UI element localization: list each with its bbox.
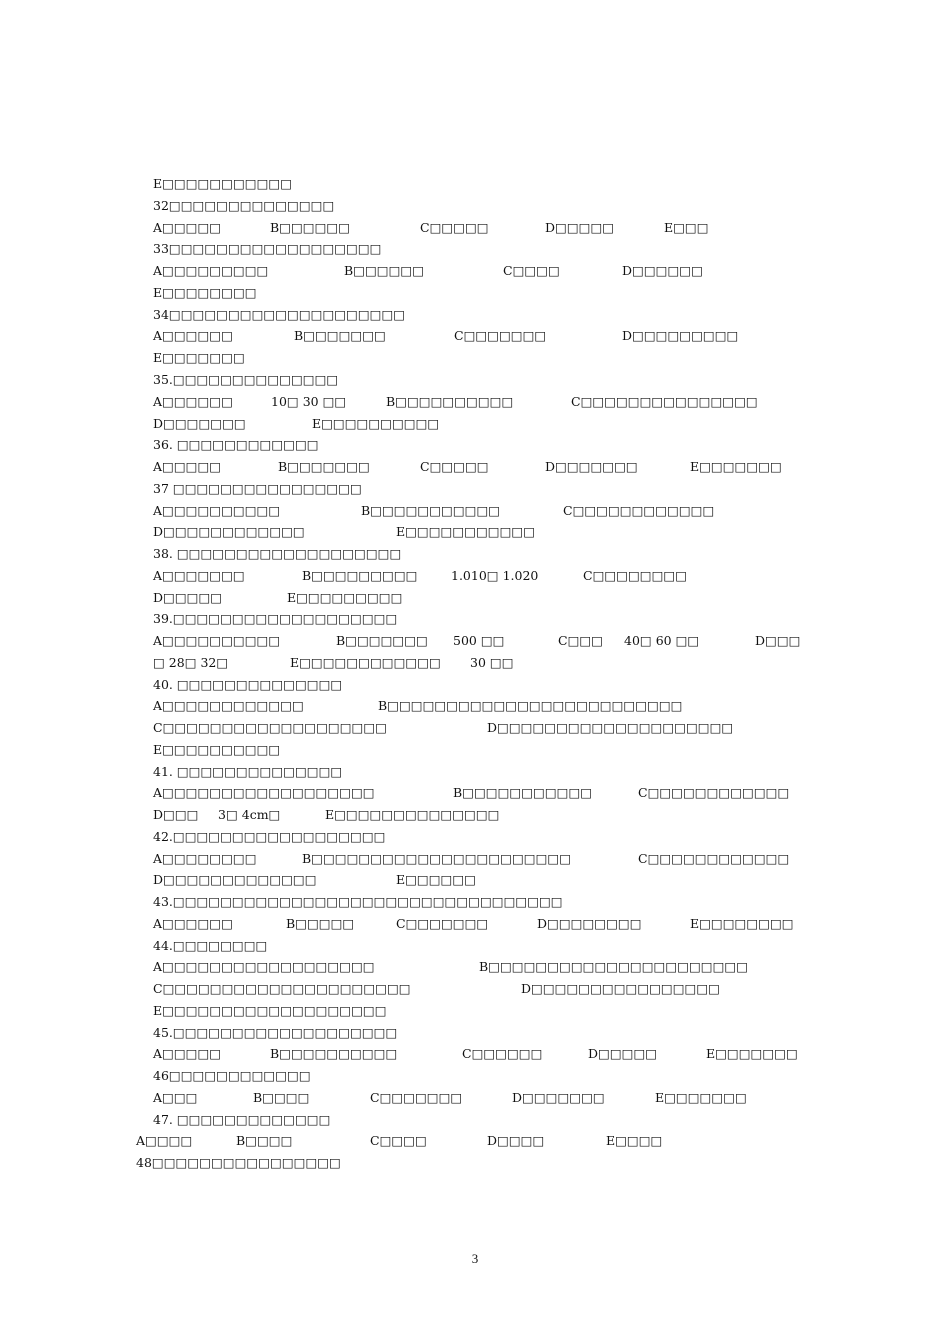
option-b: B□□□□□ (286, 916, 355, 931)
question-33: 33□□□□□□□□□□□□□□□□□□ (153, 241, 382, 256)
option-b: B□□□□ (253, 1090, 310, 1105)
question-42: 42.□□□□□□□□□□□□□□□□□□ (153, 829, 386, 844)
option-a: A□□□□□ (153, 459, 222, 474)
question-41: 41. □□□□□□□□□□□□□□ (153, 764, 343, 779)
option-b: B□□□□□□□ (278, 459, 370, 474)
question-46: 46□□□□□□□□□□□□ (153, 1068, 311, 1083)
question-45: 45.□□□□□□□□□□□□□□□□□□□ (153, 1025, 398, 1040)
option-e: E□□□□□□ (396, 872, 476, 887)
question-38: 38. □□□□□□□□□□□□□□□□□□□ (153, 546, 402, 561)
option-a: A□□□□□□□□ (153, 851, 257, 866)
option-c: C□□□□□□□□□□□□□□□□□□□□□ (153, 981, 411, 996)
question-35: 35.□□□□□□□□□□□□□□ (153, 372, 339, 387)
option-b-value: 500 □□ (453, 633, 505, 648)
option-b: B□□□□□□□□□□□□□□□□□□□□□□ (302, 851, 572, 866)
option-d: D□□□□□□□ (512, 1090, 605, 1105)
option-d: D□□□□□□□□□□□□□□□□ (521, 981, 720, 996)
option-c: C□□□□□□□ (396, 916, 489, 931)
page-number: 3 (471, 1251, 479, 1266)
option-a: A□□□□□ (153, 220, 222, 235)
option-b: B□□□□□□□□□□ (270, 1046, 398, 1061)
question-43: 43.□□□□□□□□□□□□□□□□□□□□□□□□□□□□□□□□□ (153, 894, 563, 909)
option-d: D□□□□ (487, 1133, 545, 1148)
option-e: E□□□ (664, 220, 709, 235)
option-b: B□□□□□□□□□□ (386, 394, 514, 409)
option-c: C□□□□□□□□□□□□ (638, 851, 790, 866)
option-e: E□□□□□□□□ (153, 285, 257, 300)
option-b: B□□□□□□□□□□□□□□□□□□□□□□ (479, 959, 749, 974)
option-d-value: 3□ 4cm□ (218, 807, 281, 822)
option-b: B□□□□□□ (344, 263, 425, 278)
option-e: E□□□□□□□□ (690, 916, 794, 931)
option-a: A□□□□□□□□□ (153, 263, 269, 278)
option-b-value: 1.010□ 1.020 (451, 568, 539, 583)
option-e: E□□□□□□□□□□□□□□ (325, 807, 500, 822)
option-e: E□□□□□□□□□□□□□□□□□□□ (153, 1003, 387, 1018)
option-b: B□□□□□□□ (294, 328, 386, 343)
option-a: A□□□□□□ (153, 328, 233, 343)
option-b: B□□□□□□□□□□□□□□□□□□□□□□□□□ (378, 698, 683, 713)
option-a: A□□□□□□□□□□□□ (153, 698, 304, 713)
option-a-value: 10□ 30 □□ (271, 394, 347, 409)
option-e: E□□□□□□□□□□ (153, 742, 281, 757)
option-c: C□□□□□□□□□□□□□□□ (571, 394, 758, 409)
question-47: 47. □□□□□□□□□□□□□ (153, 1112, 331, 1127)
option-d: D□□□□□□□□□□□□ (153, 524, 305, 539)
option-c: C□□□□□□□□□□□□ (638, 785, 790, 800)
question-37: 37 □□□□□□□□□□□□□□□□ (153, 481, 362, 496)
option-a: A□□□□□□□□□□□□□□□□□□ (153, 785, 375, 800)
question-40: 40. □□□□□□□□□□□□□□ (153, 677, 343, 692)
option-d: D□□□ (153, 807, 199, 822)
option-d: D□□□□□□□ (153, 416, 246, 431)
option-c: C□□□□ (370, 1133, 427, 1148)
option-c: C□□□□□ (420, 459, 489, 474)
question-48: 48□□□□□□□□□□□□□□□□ (136, 1155, 341, 1170)
option-a: A□□□□□□□□□□ (153, 503, 281, 518)
option-a: A□□□□□□□□□□ (153, 633, 281, 648)
option-d: D□□□□□□□ (545, 459, 638, 474)
option-e: E□□□□□□□ (706, 1046, 798, 1061)
option-b: B□□□□□□□□□□□ (361, 503, 501, 518)
option-c: C□□□□□□□ (454, 328, 547, 343)
option-d: D□□□□□□□□□ (622, 328, 739, 343)
question-36: 36. □□□□□□□□□□□□ (153, 437, 319, 452)
option-c: C□□□□□□□□ (583, 568, 688, 583)
option-c: C□□□□ (503, 263, 560, 278)
option-b: B□□□□ (236, 1133, 293, 1148)
option-c-value: 40□ 60 □□ (624, 633, 700, 648)
option-c: C□□□□□□□□□□□□□□□□□□□ (153, 720, 387, 735)
option-d: D□□□□□□□□ (537, 916, 642, 931)
option-d: D□□□ (755, 633, 801, 648)
option-e: E□□□□□□□□□ (287, 590, 403, 605)
option-a: A□□□□□□ (153, 394, 233, 409)
option-b: B□□□□□□□□□□□ (453, 785, 593, 800)
option-c: C□□□□□ (420, 220, 489, 235)
option-c: C□□□□□□ (462, 1046, 543, 1061)
question-32: 32□□□□□□□□□□□□□□ (153, 198, 335, 213)
option-d: D□□□□□□ (622, 263, 703, 278)
option-e: E□□□□□□□ (690, 459, 782, 474)
option-d: D□□□□□ (545, 220, 615, 235)
option-e: E□□□□□□□ (655, 1090, 747, 1105)
option-e-value: 30 □□ (470, 655, 514, 670)
option-e: E□□□□□□□□□□□ (396, 524, 536, 539)
question-44: 44.□□□□□□□□ (153, 938, 268, 953)
option-a: A□□□□□□□ (153, 568, 245, 583)
option-b: B□□□□□□□ (336, 633, 428, 648)
option-a: A□□□□ (136, 1133, 193, 1148)
option-d: D□□□□□□□□□□□□□ (153, 872, 317, 887)
option-c: C□□□□□□□ (370, 1090, 463, 1105)
question-34: 34□□□□□□□□□□□□□□□□□□□□ (153, 307, 406, 322)
option-d: D□□□□□□□□□□□□□□□□□□□□ (487, 720, 734, 735)
question-39: 39.□□□□□□□□□□□□□□□□□□□ (153, 611, 398, 626)
option-c: C□□□□□□□□□□□□ (563, 503, 715, 518)
option-a: A□□□□□ (153, 1046, 222, 1061)
option-b: B□□□□□□□□□ (302, 568, 418, 583)
option-d: D□□□□□ (153, 590, 223, 605)
option-c: C□□□ (558, 633, 603, 648)
option-a: A□□□□□□ (153, 916, 233, 931)
option-d: D□□□□□ (588, 1046, 658, 1061)
option-b: B□□□□□□ (270, 220, 351, 235)
option-a: A□□□□□□□□□□□□□□□□□□ (153, 959, 375, 974)
option-a: A□□□ (153, 1090, 198, 1105)
option-d-value: □ 28□ 32□ (153, 655, 229, 670)
option-e: E□□□□□□□ (153, 350, 245, 365)
option-line: E□□□□□□□□□□□ (153, 176, 293, 191)
option-e: E□□□□□□□□□□ (312, 416, 440, 431)
option-e: E□□□□ (606, 1133, 663, 1148)
option-e: E□□□□□□□□□□□□ (290, 655, 441, 670)
